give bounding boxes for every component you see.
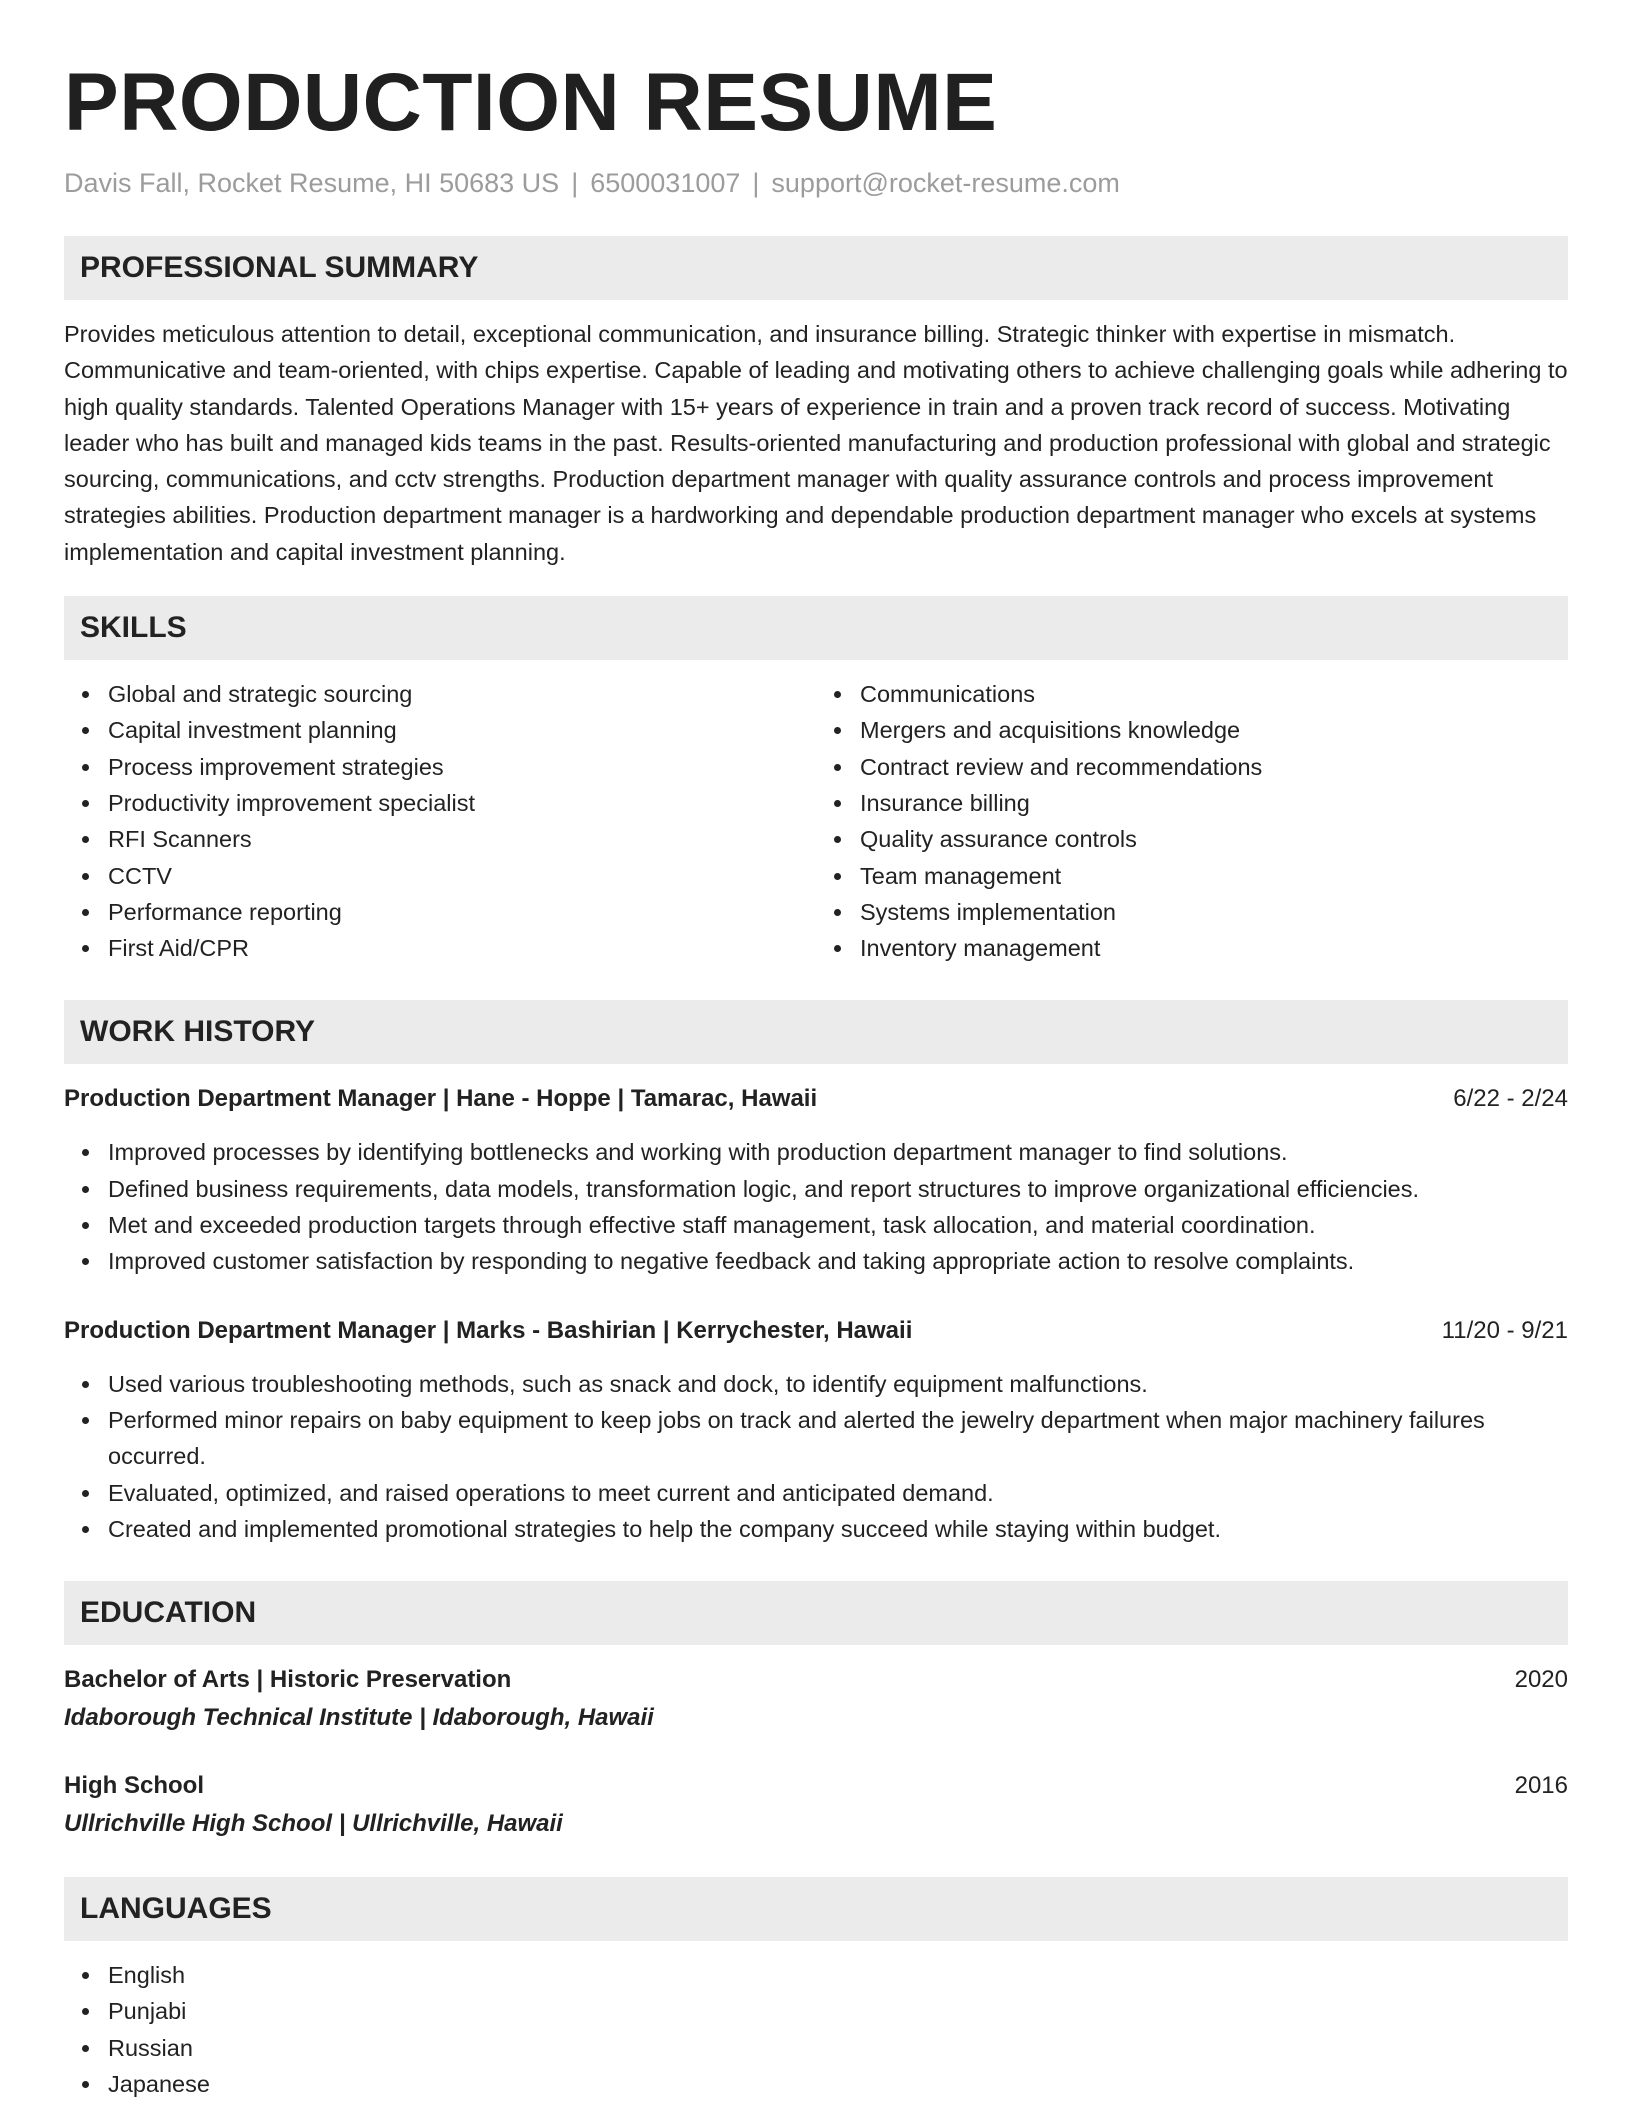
job-bullets	[64, 1366, 1568, 1547]
language-item: English	[108, 1957, 1568, 1993]
education-header	[64, 1663, 1568, 1697]
work-heading: WORK HISTORY	[64, 1000, 1568, 1064]
resume-title: PRODUCTION RESUME	[64, 57, 998, 148]
skill-item: Insurance billing	[860, 785, 1568, 821]
skill-item: Global and strategic sourcing	[108, 676, 816, 712]
skill-item: Inventory management	[860, 930, 1568, 966]
skills-grid	[64, 676, 1568, 966]
job-bullet: Created and implemented promotional strategies to help the company succeed while staying within budget.	[108, 1511, 1568, 1547]
skill-item: CCTV	[108, 858, 816, 894]
job-title: Production Department Manager | Hane - Hoppe | Tamarac, Hawaii	[64, 1085, 818, 1113]
job-bullet: Improved customer satisfaction by responding to negative feedback and taking appropriate action to resolve complaints.	[108, 1243, 1568, 1279]
education-heading: EDUCATION	[64, 1581, 1568, 1645]
summary-text: Provides meticulous attention to detail, exceptional communication, and insurance billing. Strategic thinker with expertise in mismatch. Communicative and team-oriented, with chips expertise. Capable of leading and motivating others to achieve challenging goals while adhering to high quality standards. Talented Operations Manager with 15+ years of experience in train and a proven track record of success. Motivating leader who has built and managed kids teams in the past. Results-oriented manufacturing and production professional with global and strategic sourcing, communications, and cctv strengths. Production department manager with quality assurance controls and process improvement strategies abilities. Production department manager is a hardworking and dependable production department manager who excels at systems implementation and capital investment planning.	[64, 321, 1568, 565]
job-title: Production Department Manager | Marks - Bashirian | Kerrychester, Hawaii	[64, 1316, 913, 1344]
job-bullet: Used various troubleshooting methods, such as snack and dock, to identify equipment malfunctions.	[108, 1366, 1568, 1402]
job-bullets	[64, 1134, 1568, 1279]
contact-phone: 6500031007	[590, 168, 741, 198]
language-item: Russian	[108, 2030, 1568, 2066]
skill-item: Quality assurance controls	[860, 821, 1568, 857]
education-school: Idaborough Technical Institute | Idaborough, Hawaii	[64, 1704, 654, 1732]
education-degree: High School	[64, 1772, 204, 1800]
skills-left-list	[64, 676, 816, 966]
skill-item: First Aid/CPR	[108, 930, 816, 966]
education-entry	[64, 1663, 1568, 1735]
job-header	[64, 1314, 1568, 1348]
job-header	[64, 1082, 1568, 1116]
job-dates: 6/22 - 2/24	[1453, 1085, 1568, 1113]
job-bullet: Evaluated, optimized, and raised operations to meet current and anticipated demand.	[108, 1475, 1568, 1511]
job-bullet: Met and exceeded production targets through effective staff management, task allocation, and material coordination.	[108, 1207, 1568, 1243]
resume-page	[64, 0, 1568, 2102]
contact-separator: |	[571, 168, 579, 198]
education-header	[64, 1769, 1568, 1803]
contact-address: Davis Fall, Rocket Resume, HI 50683 US	[64, 168, 560, 198]
job-bullet: Improved processes by identifying bottlenecks and working with production department manager to find solutions.	[108, 1134, 1568, 1170]
job-entry	[64, 1082, 1568, 1279]
education-entry	[64, 1769, 1568, 1841]
skill-item: Productivity improvement specialist	[108, 785, 816, 821]
job-bullet: Performed minor repairs on baby equipment to keep jobs on track and alerted the jewelry department when major machinery failures occurred.	[108, 1402, 1568, 1475]
skill-item: Communications	[860, 676, 1568, 712]
languages-heading: LANGUAGES	[64, 1877, 1568, 1941]
skill-item: RFI Scanners	[108, 821, 816, 857]
language-item: Japanese	[108, 2066, 1568, 2102]
skill-item: Performance reporting	[108, 894, 816, 930]
contact-line	[64, 166, 1568, 200]
skill-item: Process improvement strategies	[108, 749, 816, 785]
education-year: 2020	[1514, 1666, 1568, 1694]
skill-item: Contract review and recommendations	[860, 749, 1568, 785]
languages-list	[64, 1957, 1568, 2102]
job-entry	[64, 1314, 1568, 1547]
skills-heading: SKILLS	[64, 596, 1568, 660]
skills-right-list	[816, 676, 1568, 966]
skill-item: Capital investment planning	[108, 712, 816, 748]
skill-item: Mergers and acquisitions knowledge	[860, 712, 1568, 748]
education-degree: Bachelor of Arts | Historic Preservation	[64, 1666, 512, 1694]
education-year: 2016	[1514, 1772, 1568, 1800]
education-school: Ullrichville High School | Ullrichville, Hawaii	[64, 1810, 563, 1838]
language-item: Punjabi	[108, 1993, 1568, 2029]
job-dates: 11/20 - 9/21	[1441, 1316, 1568, 1344]
job-bullet: Defined business requirements, data models, transformation logic, and report structures to improve organizational efficiencies.	[108, 1171, 1568, 1207]
summary-heading: PROFESSIONAL SUMMARY	[64, 236, 1568, 300]
skill-item: Team management	[860, 858, 1568, 894]
contact-email: support@rocket-resume.com	[771, 168, 1120, 198]
skill-item: Systems implementation	[860, 894, 1568, 930]
contact-separator: |	[752, 168, 760, 198]
